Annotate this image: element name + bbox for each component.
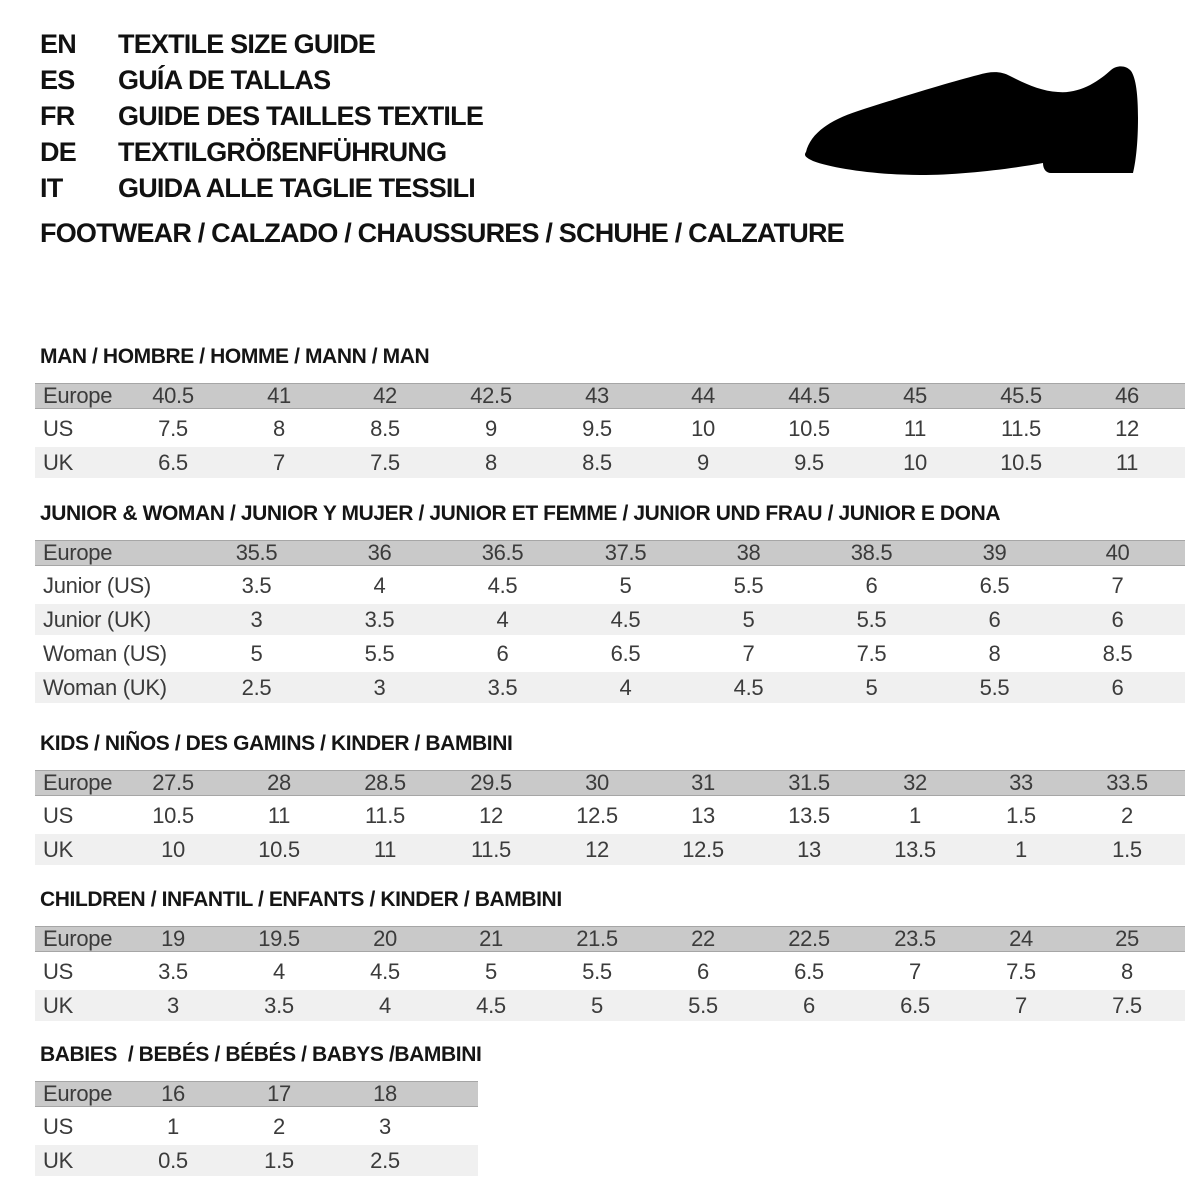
size-cell: 32 (903, 770, 927, 795)
size-cell: 7 (273, 449, 285, 475)
size-cell: 5.5 (733, 572, 764, 598)
size-cell: 1.5 (1112, 836, 1142, 862)
size-cell: 31.5 (788, 770, 830, 795)
size-cell: 40 (1105, 540, 1130, 565)
size-cell: 6.5 (610, 640, 641, 666)
size-cell: 18 (373, 1081, 397, 1106)
size-cell: 4.5 (610, 606, 641, 632)
size-cell: 4 (379, 992, 391, 1018)
language-code: FR (40, 100, 75, 131)
size-cell: 6 (865, 572, 878, 598)
size-cell: 39 (982, 540, 1007, 565)
size-cell: 20 (373, 926, 397, 951)
size-cell: 10.5 (1000, 449, 1042, 475)
size-cell: 1.5 (264, 1147, 294, 1173)
row-label: Junior (UK) (43, 606, 151, 632)
size-cell: 7 (1015, 992, 1027, 1018)
size-cell: 2 (1121, 802, 1133, 828)
size-cell: 8 (485, 449, 497, 475)
size-cell: 3.5 (264, 992, 294, 1018)
table-row (35, 570, 1185, 601)
size-cell: 3 (167, 992, 179, 1018)
size-cell: 4 (273, 958, 285, 984)
size-cell: 38.5 (850, 540, 893, 565)
size-cell: 7.5 (1112, 992, 1142, 1018)
size-cell: 5 (619, 572, 632, 598)
table-header-row (35, 770, 1185, 796)
size-cell: 5 (865, 674, 878, 700)
size-cell: 9.5 (582, 415, 612, 441)
size-cell: 10.5 (788, 415, 830, 441)
size-table (35, 540, 1185, 703)
language-row-de (40, 134, 483, 170)
size-cell: 11.5 (365, 802, 405, 828)
size-cell: 8.5 (582, 449, 612, 475)
size-cell: 19 (161, 926, 185, 951)
table-row (35, 834, 1185, 865)
language-row-es (40, 62, 483, 98)
table-row (35, 604, 1185, 635)
size-cell: 4.5 (476, 992, 506, 1018)
section-title: MAN / HOMBRE / HOMME / MANN / MAN (40, 345, 430, 368)
guide-title-it: GUIDA ALLE TAGLIE TESSILI (118, 172, 475, 203)
row-label: Woman (US) (43, 640, 167, 666)
table-row (35, 990, 1185, 1021)
size-cell: 37.5 (604, 540, 647, 565)
size-cell: 28 (267, 770, 291, 795)
size-cell: 8.5 (370, 415, 400, 441)
size-cell: 10.5 (152, 802, 194, 828)
size-cell: 7 (1111, 572, 1124, 598)
section-title: BABIES / BEBÉS / BÉBÉS / BABYS /BAMBINI (40, 1043, 482, 1066)
table-row (35, 672, 1185, 703)
size-cell: 41 (267, 383, 291, 408)
section-title: JUNIOR & WOMAN / JUNIOR Y MUJER / JUNIOR ET FEMME / JUNIOR UND FRAU / JUNIOR E DONA (40, 502, 1001, 525)
table-row (35, 1145, 478, 1176)
size-cell: 33.5 (1106, 770, 1148, 795)
size-cell: 21 (479, 926, 503, 951)
table-header-row (35, 926, 1185, 952)
size-table (35, 926, 1185, 1021)
row-label: Junior (US) (43, 572, 151, 598)
size-cell: 13.5 (788, 802, 830, 828)
size-cell: 2.5 (370, 1147, 400, 1173)
size-cell: 22.5 (788, 926, 830, 951)
category-heading: FOOTWEAR / CALZADO / CHAUSSURES / SCHUHE / CALZATURE (40, 218, 844, 248)
size-cell: 5 (250, 640, 263, 666)
size-cell: 5.5 (582, 958, 612, 984)
row-label: Europe (43, 540, 113, 565)
language-code: ES (40, 64, 75, 95)
size-cell: 44 (691, 383, 715, 408)
section-children (35, 888, 1185, 1021)
section-title: CHILDREN / INFANTIL / ENFANTS / KINDER / BAMBINI (40, 888, 562, 911)
language-row-it (40, 170, 483, 206)
row-label: UK (43, 836, 73, 862)
table-row (35, 800, 1185, 831)
size-cell: 8.5 (1102, 640, 1133, 666)
size-cell: 12 (1115, 415, 1139, 441)
size-table (35, 383, 1185, 478)
size-cell: 21.5 (576, 926, 618, 951)
size-cell: 12 (585, 836, 609, 862)
size-cell: 3.5 (158, 958, 188, 984)
size-tables (35, 345, 1185, 1176)
size-cell: 9 (697, 449, 709, 475)
size-cell: 12 (479, 802, 503, 828)
size-cell: 6.5 (158, 449, 188, 475)
size-cell: 44.5 (788, 383, 830, 408)
guide-title-es: GUÍA DE TALLAS (118, 64, 331, 95)
size-cell: 5 (742, 606, 755, 632)
table-row (35, 447, 1185, 478)
row-label: UK (43, 1147, 73, 1173)
guide-title-de: TEXTILGRÖßENFÜHRUNG (118, 136, 447, 167)
size-cell: 33 (1009, 770, 1033, 795)
section-babies (35, 1043, 1185, 1176)
size-cell: 1 (1015, 836, 1027, 862)
size-cell: 9.5 (794, 449, 824, 475)
size-cell: 12.5 (682, 836, 724, 862)
size-cell: 4 (619, 674, 632, 700)
size-cell: 31 (691, 770, 715, 795)
size-cell: 45 (903, 383, 927, 408)
row-label: UK (43, 992, 73, 1018)
size-cell: 11 (903, 415, 927, 441)
size-cell: 5.5 (979, 674, 1010, 700)
size-cell: 3 (379, 1113, 391, 1139)
size-cell: 36.5 (481, 540, 524, 565)
size-cell: 0.5 (158, 1147, 188, 1173)
size-cell: 7 (742, 640, 755, 666)
size-cell: 23.5 (894, 926, 936, 951)
size-cell: 17 (267, 1081, 291, 1106)
row-label: US (43, 802, 73, 828)
language-code: IT (40, 172, 63, 203)
size-cell: 16 (161, 1081, 185, 1106)
size-cell: 11.5 (471, 836, 511, 862)
shoe-icon (800, 62, 1145, 192)
size-cell: 7 (909, 958, 921, 984)
size-cell: 25 (1115, 926, 1139, 951)
size-cell: 45.5 (1000, 383, 1042, 408)
size-cell: 5 (485, 958, 497, 984)
size-cell: 5 (591, 992, 603, 1018)
size-cell: 29.5 (470, 770, 512, 795)
size-cell: 6 (988, 606, 1001, 632)
size-cell: 9 (485, 415, 497, 441)
size-cell: 1 (167, 1113, 179, 1139)
size-cell: 6.5 (794, 958, 824, 984)
size-cell: 8 (988, 640, 1001, 666)
table-header-row (35, 383, 1185, 409)
size-cell: 40.5 (152, 383, 194, 408)
row-label: Europe (43, 926, 113, 951)
size-cell: 36 (367, 540, 392, 565)
size-table (35, 1081, 1185, 1176)
size-cell: 28.5 (364, 770, 406, 795)
language-row-en (40, 26, 483, 62)
size-cell: 5.5 (364, 640, 395, 666)
size-cell: 4.5 (487, 572, 518, 598)
size-cell: 3 (250, 606, 263, 632)
size-cell: 22 (691, 926, 715, 951)
size-cell: 1.5 (1006, 802, 1036, 828)
size-cell: 6 (1111, 674, 1124, 700)
language-code: DE (40, 136, 76, 167)
size-cell: 11 (373, 836, 397, 862)
size-cell: 4.5 (370, 958, 400, 984)
size-cell: 4.5 (733, 674, 764, 700)
language-title-block (40, 26, 483, 206)
size-table (35, 770, 1185, 865)
size-cell: 13 (691, 802, 715, 828)
size-cell: 7.5 (1006, 958, 1036, 984)
size-cell: 8 (273, 415, 285, 441)
size-cell: 3.5 (487, 674, 518, 700)
size-cell: 3.5 (241, 572, 272, 598)
row-label: UK (43, 449, 73, 475)
table-row (35, 413, 1185, 444)
size-cell: 43 (585, 383, 609, 408)
row-label: US (43, 1113, 73, 1139)
table-header-row (35, 1081, 478, 1107)
language-code: EN (40, 28, 76, 59)
row-label: US (43, 415, 73, 441)
size-cell: 3.5 (364, 606, 395, 632)
size-cell: 11 (1115, 449, 1139, 475)
size-cell: 13 (797, 836, 821, 862)
size-cell: 3 (373, 674, 386, 700)
size-cell: 35.5 (235, 540, 278, 565)
size-cell: 13.5 (894, 836, 936, 862)
size-cell: 10.5 (258, 836, 300, 862)
table-row (35, 638, 1185, 669)
size-cell: 46 (1115, 383, 1139, 408)
size-cell: 5.5 (856, 606, 887, 632)
size-cell: 7.5 (158, 415, 188, 441)
size-cell: 4 (496, 606, 509, 632)
size-cell: 5.5 (688, 992, 718, 1018)
language-row-fr (40, 98, 483, 134)
size-cell: 42.5 (470, 383, 512, 408)
size-cell: 6 (496, 640, 509, 666)
section-kids (35, 732, 1185, 865)
row-label: Europe (43, 1081, 113, 1106)
size-cell: 6.5 (900, 992, 930, 1018)
size-cell: 30 (585, 770, 609, 795)
size-cell: 6 (1111, 606, 1124, 632)
size-cell: 6.5 (979, 572, 1010, 598)
section-man (35, 345, 1185, 478)
size-cell: 10 (161, 836, 185, 862)
size-cell: 1 (909, 802, 921, 828)
table-row (35, 1111, 478, 1142)
row-label: Europe (43, 770, 113, 795)
row-label: US (43, 958, 73, 984)
size-cell: 42 (373, 383, 397, 408)
size-cell: 11 (267, 802, 291, 828)
size-cell: 7.5 (370, 449, 400, 475)
section-title: KIDS / NIÑOS / DES GAMINS / KINDER / BAMBINI (40, 732, 513, 755)
size-cell: 27.5 (152, 770, 194, 795)
table-row (35, 956, 1185, 987)
size-cell: 19.5 (258, 926, 300, 951)
row-label: Woman (UK) (43, 674, 167, 700)
size-cell: 38 (736, 540, 761, 565)
size-cell: 10 (903, 449, 927, 475)
size-cell: 6 (697, 958, 709, 984)
section-junior-woman (35, 502, 1185, 703)
size-cell: 10 (691, 415, 715, 441)
size-cell: 6 (803, 992, 815, 1018)
size-cell: 7.5 (856, 640, 887, 666)
size-cell: 8 (1121, 958, 1133, 984)
size-cell: 2.5 (241, 674, 272, 700)
guide-title-fr: GUIDE DES TAILLES TEXTILE (118, 100, 484, 131)
size-cell: 11.5 (1001, 415, 1041, 441)
table-header-row (35, 540, 1185, 566)
size-cell: 2 (273, 1113, 285, 1139)
size-cell: 4 (373, 572, 386, 598)
row-label: Europe (43, 383, 113, 408)
size-cell: 24 (1009, 926, 1033, 951)
size-cell: 12.5 (576, 802, 618, 828)
guide-title-en: TEXTILE SIZE GUIDE (118, 28, 376, 59)
